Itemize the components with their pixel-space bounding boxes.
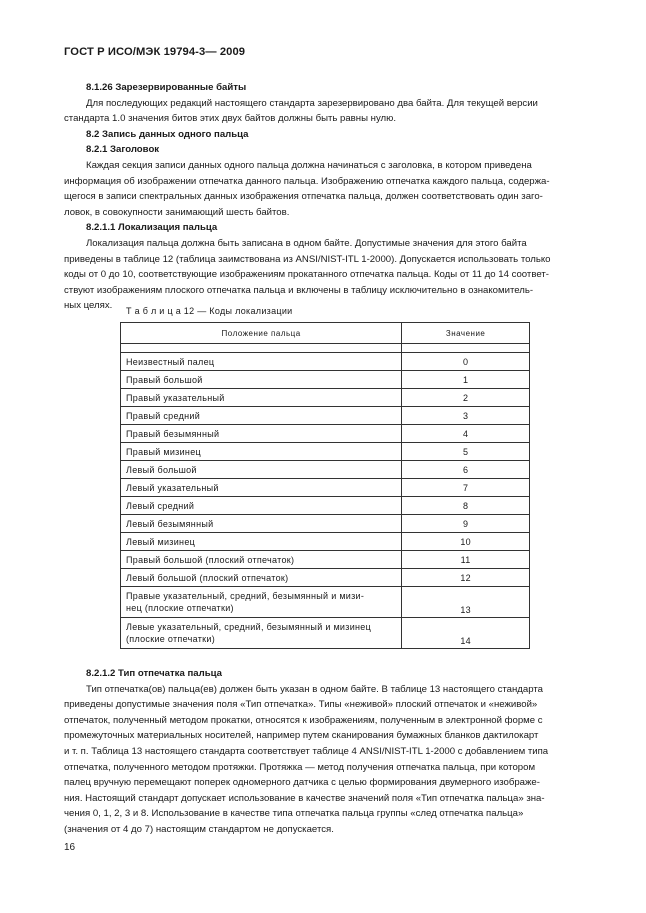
value-cell: 6 bbox=[402, 461, 530, 479]
table-row bbox=[121, 407, 530, 425]
column-header-position: Положение пальца bbox=[121, 323, 402, 344]
heading-8-2-1-2: 8.2.1.2 Тип отпечатка пальца bbox=[86, 668, 222, 679]
position-line: Левые указательный, средний, безымянный и мизинец bbox=[126, 622, 372, 632]
table-row bbox=[121, 479, 530, 497]
upper-body bbox=[64, 80, 592, 314]
table-row bbox=[121, 497, 530, 515]
position-cell: Неизвестный палец bbox=[121, 353, 402, 371]
position-cell: Левый большой (плоский отпечаток) bbox=[121, 569, 402, 587]
table-row bbox=[121, 371, 530, 389]
position-cell: Правый большой (плоский отпечаток) bbox=[121, 551, 402, 569]
text-line: палец вручную перемещают поперек одномерного датчика с целью формирования двумерного изображе- bbox=[64, 777, 540, 789]
value-cell: 9 bbox=[402, 515, 530, 533]
table-row bbox=[121, 618, 530, 649]
table-row bbox=[121, 389, 530, 407]
value-cell: 4 bbox=[402, 425, 530, 443]
position-cell: Правый безымянный bbox=[121, 425, 402, 443]
text-line: щегося в записи спектральных данных изображения отпечатка пальца, должен соответствовать один заго- bbox=[64, 191, 543, 203]
text-line: Локализация пальца должна быть записана в одном байте. Допустимые значения для этого байта bbox=[86, 237, 527, 249]
text-line: приведены допустимые значения поля «Тип отпечатка». Типы «неживой» плоский отпечаток и «неживой» bbox=[64, 699, 538, 711]
text-line: Для последующих редакций настоящего стандарта зарезервировано два байта. Для текущей версии bbox=[86, 97, 538, 109]
value-cell: 12 bbox=[402, 569, 530, 587]
table-row bbox=[121, 461, 530, 479]
position-cell: Левый указательный bbox=[121, 479, 402, 497]
text-line: стандарта 1.0 значения битов этих двух байтов должны быть равны нулю. bbox=[64, 113, 396, 125]
text-line: ных целях. bbox=[64, 300, 113, 312]
text-line: ловок, в совокупности занимающий шесть байтов. bbox=[64, 206, 290, 218]
table-row bbox=[121, 533, 530, 551]
text-line: чения 0, 1, 2, 3 и 8. Использование в качестве типа отпечатка пальца группы «след отпечатка пальца» bbox=[64, 808, 524, 820]
position-cell: Левый большой bbox=[121, 461, 402, 479]
paragraph-8-2-1-2 bbox=[64, 682, 592, 838]
table-spacer-row bbox=[121, 344, 530, 353]
value-cell: 2 bbox=[402, 389, 530, 407]
table-row bbox=[121, 569, 530, 587]
text-line: Каждая секция записи данных одного пальца должна начинаться с заголовка, в котором приведена bbox=[86, 159, 532, 171]
text-line: коды от 0 до 10, соответствующие изображениям прокатанного отпечатка пальца. Коды от 11 до 14 соответ- bbox=[64, 269, 549, 281]
text-line: ствуют изображениям плоского отпечатка пальца и включены в таблицу исключительно в ознакомитель- bbox=[64, 284, 534, 296]
text-line: (значения от 4 до 7) настоящим стандартом не допускается. bbox=[64, 823, 334, 835]
position-cell: Правый указательный bbox=[121, 389, 402, 407]
heading-8-1-26: 8.1.26 Зарезервированные байты bbox=[86, 82, 247, 93]
value-cell: 7 bbox=[402, 479, 530, 497]
table-row bbox=[121, 443, 530, 461]
position-cell bbox=[121, 618, 402, 649]
value-cell: 3 bbox=[402, 407, 530, 425]
value-cell: 1 bbox=[402, 371, 530, 389]
column-header-value: Значение bbox=[402, 323, 530, 344]
position-cell: Правый большой bbox=[121, 371, 402, 389]
heading-8-2-1: 8.2.1 Заголовок bbox=[86, 144, 160, 156]
position-cell: Левый мизинец bbox=[121, 533, 402, 551]
position-line: (плоские отпечатки) bbox=[126, 634, 215, 644]
finger-position-table bbox=[120, 322, 530, 649]
heading-8-2-1-1: 8.2.1.1 Локализация пальца bbox=[86, 222, 218, 234]
position-cell bbox=[121, 587, 402, 618]
value-cell: 13 bbox=[402, 587, 530, 618]
lower-body bbox=[64, 666, 592, 838]
table-row bbox=[121, 353, 530, 371]
value-cell: 11 bbox=[402, 551, 530, 569]
table-row bbox=[121, 551, 530, 569]
value-cell: 10 bbox=[402, 533, 530, 551]
paragraph-8-2-1 bbox=[64, 158, 592, 220]
position-cell: Правый мизинец bbox=[121, 443, 402, 461]
text-line: ния. Настоящий стандарт допускает использование в качестве значений поля «Тип отпечатка пальца» зна- bbox=[64, 792, 545, 804]
position-cell: Левый средний bbox=[121, 497, 402, 515]
value-cell: 0 bbox=[402, 353, 530, 371]
table-row bbox=[121, 587, 530, 618]
position-cell: Левый безымянный bbox=[121, 515, 402, 533]
table-row bbox=[121, 515, 530, 533]
position-line: Правые указательный, средний, безымянный и мизи- bbox=[126, 591, 365, 601]
position-cell: Правый средний bbox=[121, 407, 402, 425]
text-line: информация об изображении отпечатка данного пальца. Изображению отпечатка каждого пальца, содержа- bbox=[64, 175, 550, 187]
text-line: Тип отпечатка(ов) пальца(ев) должен быть указан в одном байте. В таблице 13 настоящего стандарта bbox=[86, 683, 543, 695]
heading-8-2: 8.2 Запись данных одного пальца bbox=[86, 128, 249, 140]
position-line: нец (плоские отпечатки) bbox=[126, 603, 234, 613]
value-cell: 14 bbox=[402, 618, 530, 649]
text-line: отпечаток, полученный методом прокатки, относятся к изображениям, полученным в электронной форме с bbox=[64, 714, 543, 726]
text-line: отпечатка, полученного методом протяжки. Протяжка — метод получения отпечатка пальца, при котором bbox=[64, 761, 536, 773]
paragraph-8-1-26 bbox=[64, 96, 592, 127]
text-line: промежуточных материальных носителей, например путем сканирования бумажных бланков дактилокарт bbox=[64, 730, 539, 742]
text-line: и т. п. Таблица 13 настоящего стандарта соответствует таблице 4 ANSI/NIST-ITL 1-2000 с добавлением типа bbox=[64, 745, 549, 757]
document-header: ГОСТ Р ИСО/МЭК 19794-3— 2009 bbox=[64, 46, 246, 58]
table-row bbox=[121, 425, 530, 443]
text-line: приведены в таблице 12 (таблица заимствована из ANSI/NIST-ITL 1-2000). Допускается использовать только bbox=[64, 253, 551, 265]
paragraph-8-2-1-1 bbox=[64, 236, 592, 314]
value-cell: 8 bbox=[402, 497, 530, 515]
value-cell: 5 bbox=[402, 443, 530, 461]
table-caption: Т а б л и ц а 12 — Коды локализации bbox=[126, 306, 293, 316]
page-number: 16 bbox=[64, 842, 76, 853]
